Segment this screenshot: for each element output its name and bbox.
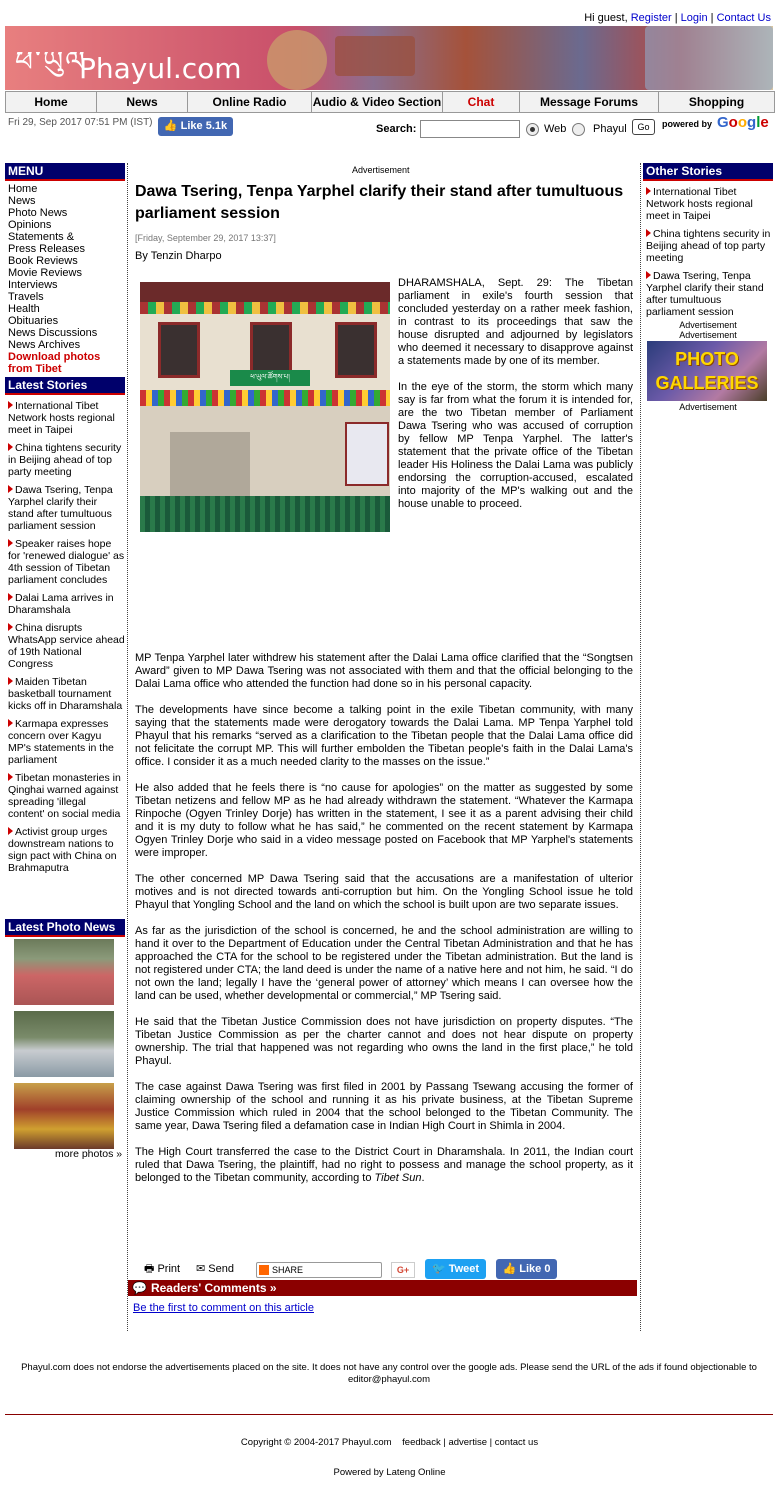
send-label: Send <box>208 1263 234 1275</box>
advertisement-label: Advertisement <box>679 330 737 340</box>
current-date: Fri 29, Sep 2017 07:51 PM (IST) <box>8 117 153 128</box>
nav-home[interactable]: Home <box>6 92 97 112</box>
menu-item-movie-reviews[interactable]: Movie Reviews <box>8 267 82 279</box>
right-divider <box>640 163 641 1331</box>
article-paragraph: The case against Dawa Tsering was first filed in 2001 by Passang Tsewang accusing the former of claiming ownership of the school and running it as his private business, at the Tibetan Supreme Justice Commission which ruled in 2004 that the school belonged to the Tibetan Community. The same year, Dawa Tsering filed a defamation case in Indian High Court in Shimla in 2004. <box>135 1081 633 1132</box>
search-label: Search: <box>376 123 417 135</box>
comment-bubble-icon: 💬 <box>132 1281 147 1295</box>
powered-by-footer: Powered by Lateng Online <box>333 1467 446 1478</box>
right-sidebar <box>643 163 773 412</box>
photo-sign: ཕ་ཡུལ་ཚོགས་པ། <box>230 370 310 386</box>
last-paragraph-text: The High Court transferred the case to the District Court in Dharamshala. In 2011, the Indian court ruled that Dawa Tsering, the plaintiff, had no right to possess and manage the school property, as it belonged to the Tibetan community, according to <box>135 1146 633 1184</box>
list-item[interactable]: Maiden Tibetan basketball tournament kicks off in Dharamshala <box>5 676 125 712</box>
first-comment-link[interactable]: Be the first to comment on this article <box>133 1302 314 1314</box>
more-photos-link[interactable]: more photos » <box>55 1148 123 1160</box>
banner-portrait-image <box>267 30 327 90</box>
share-icon <box>259 1265 269 1275</box>
powered-by-label: powered by <box>662 119 713 129</box>
nav-shopping[interactable]: Shopping <box>688 95 745 109</box>
separator: | <box>710 12 714 24</box>
menu-item-travels[interactable]: Travels <box>8 291 44 303</box>
greeting: Hi guest, <box>584 12 628 24</box>
article-paragraph: The developments have since become a talking point in the exile Tibetan community, with many saying that the statements made were derogatory towards the Dalai Lama. MP Tenpa Yarphel told Phayul that his remarks “served as a clarification to the Tibetan people that the Dalai Lama office did not felicitate the corrupt MP. This will further embolden the Tibetan people's faith in the Dalai Lama's office. I consider it as a much needed clarity to the masses on the issue.” <box>135 704 633 768</box>
photo-spacer <box>135 381 398 639</box>
thumbs-up-icon: 👍 <box>163 120 181 132</box>
copyright-text: Copyright © 2004-2017 Phayul.com <box>240 1437 392 1448</box>
nav-news[interactable]: News <box>97 92 188 112</box>
ads-disclaimer: Phayul.com does not endorse the advertisements placed on the site. It does not have any control over the google ads. Please send the URL of the ads if found objectionable to editor@phayul.com <box>21 1362 757 1385</box>
article-byline: By Tenzin Dharpo <box>135 250 222 262</box>
list-item[interactable]: International Tibet Network hosts regional meet in Taipei <box>5 400 125 436</box>
menu-item-download-photos[interactable]: Download photos from Tibet <box>8 351 101 375</box>
radio-phayul-label: Phayul <box>593 123 627 135</box>
top-links <box>584 12 771 24</box>
share-label: SHARE <box>272 1265 304 1275</box>
menu-item-statements[interactable]: Statements & <box>8 231 75 243</box>
printer-icon: 🖶 <box>144 1263 155 1275</box>
article-paragraph-wrapped <box>135 381 633 639</box>
twitter-bird-icon: 🐦 <box>431 1263 446 1275</box>
menu-item-interviews[interactable]: Interviews <box>8 279 58 291</box>
logo-text: Phayul.com <box>79 52 242 85</box>
google-plus-button[interactable]: G+ <box>391 1262 415 1278</box>
comments-title: Readers' Comments » <box>150 1281 277 1295</box>
tweet-label: Tweet <box>448 1263 480 1275</box>
facebook-like-button[interactable] <box>158 117 233 136</box>
site-logo[interactable] <box>15 30 242 90</box>
feedback-link[interactable]: feedback <box>402 1437 441 1448</box>
latest-stories-header: Latest Stories <box>5 377 125 395</box>
advertisement-label: Advertisement <box>352 165 410 175</box>
menu-item-opinions[interactable]: Opinions <box>8 219 52 231</box>
article-paragraph: As far as the jurisdiction of the school is concerned, he and the school administration are willing to hand it over to the Department of Education under the Central Tibetan Administration and that he has approached the CTA for the school to be registered under the Tibetan administration. But the land is not registered under CTA; the land deed is under the name of a native here and not him, he said. “I do not own the land; legally I have the ‘general power of attorney’ which means I can oversee how the land can be used, whether developmental or commercial,” MP Tsering said. <box>135 925 633 1002</box>
list-item[interactable]: Tibetan monasteries in Qinghai warned against spreading 'illegal content' on social media <box>5 772 125 820</box>
list-item[interactable]: Dawa Tsering, Tenpa Yarphel clarify their stand after tumultuous parliament session <box>643 270 773 318</box>
menu-item-news-archives[interactable]: News Archives <box>8 339 81 351</box>
menu-item-press-releases[interactable]: Press Releases <box>8 243 86 255</box>
nav-chat[interactable]: Chat <box>443 92 520 112</box>
search-input[interactable] <box>420 120 520 138</box>
contact-us-link[interactable]: contact us <box>494 1437 539 1448</box>
photo-thumbnail-3[interactable] <box>14 1083 114 1149</box>
envelope-icon: ✉ <box>196 1263 206 1275</box>
list-item[interactable]: China disrupts WhatsApp service ahead of 19th National Congress <box>5 622 125 670</box>
menu-item-book-reviews[interactable]: Book Reviews <box>8 255 78 267</box>
print-label: Print <box>157 1263 181 1275</box>
latest-photo-news-header: Latest Photo News <box>5 919 125 937</box>
send-button[interactable] <box>196 1262 234 1275</box>
footer-copyright-line: Copyright © 2004-2017 Phayul.com feedback | advertise | contact us <box>240 1437 539 1448</box>
footer-divider <box>5 1414 773 1415</box>
radio-phayul[interactable] <box>572 123 585 136</box>
article-body <box>135 277 633 1198</box>
article-date: [Friday, September 29, 2017 13:37] <box>135 233 276 243</box>
radio-web-label: Web <box>544 123 567 135</box>
menu-item-home[interactable]: Home <box>8 183 38 195</box>
article-paragraph: He said that the Tibetan Justice Commission does not have jurisdiction on property disputes. “The Tibetan Justice Commission as per the charter cannot and does not hear dispute on property ownership. The trial that happened was not regarding who owns the land in the first place,” he told Phayul. <box>135 1016 633 1067</box>
separator: | <box>674 12 678 24</box>
other-stories-list <box>643 183 773 318</box>
menu-item-news[interactable]: News <box>8 195 36 207</box>
like-count-label: Like 0 <box>519 1263 551 1275</box>
gallery-line-1: PHOTO <box>675 349 739 369</box>
banner-potala-image <box>335 36 415 76</box>
nav-message-forums[interactable]: Message Forums <box>520 92 659 112</box>
menu-header: MENU <box>5 163 125 181</box>
list-item[interactable]: Dawa Tsering, Tenpa Yarphel clarify their stand after tumultuous parliament session <box>5 484 125 532</box>
banner-crowd-image <box>645 26 773 90</box>
source-name: Tibet Sun <box>374 1172 422 1184</box>
other-stories-header: Other Stories <box>643 163 773 181</box>
list-item[interactable]: China tightens security in Beijing ahead of top party meeting <box>5 442 125 478</box>
list-item[interactable]: China tightens security in Beijing ahead of top party meeting <box>643 228 773 264</box>
thumbs-up-icon: 👍 <box>502 1263 517 1275</box>
advertisement-label: Advertisement <box>679 402 737 412</box>
go-button[interactable]: Go <box>632 119 655 135</box>
photo-thumbnail-2[interactable] <box>14 1011 114 1077</box>
menu-item-news-discussions[interactable]: News Discussions <box>8 327 98 339</box>
main-nav <box>5 91 775 113</box>
article-paragraph-last <box>135 1146 633 1185</box>
readers-comments-header[interactable] <box>128 1280 637 1296</box>
radio-web[interactable] <box>526 123 539 136</box>
gallery-line-2: GALLERIES <box>655 373 759 393</box>
article-paragraph: MP Tenpa Yarphel later withdrew his statement after the Dalai Lama office clarified that the “Songtsen Award” given to MP Dawa Tsering was not associated with them and that the official belonging to the Dalai Lama office who attended the function had done so in his personal capacity. <box>135 652 633 690</box>
menu-item-health[interactable]: Health <box>8 303 40 315</box>
photo-thumbnail-1[interactable] <box>14 939 114 1005</box>
article-paragraph: He also added that he feels there is “no cause for apologies” on the matter as suggested by some Tibetan netizens and fellow MP as he had already withdrawn the statement. “Whatever the Karmapa Rinpoche (Ogyen Trinley Dorje) has written in the statement, I see it as a parent advising their child and it is my duty to follow what he has said,” he commented on the recent statement by Karmapa Ogyen Trinley Dorje who said in a video message posted on Facebook that MP Yarphel's statements were improper. <box>135 782 633 859</box>
google-logo: Google <box>717 114 769 131</box>
menu-item-photo-news[interactable]: Photo News <box>8 207 68 219</box>
tweet-button[interactable] <box>425 1259 486 1279</box>
article-paragraph: In the eye of the storm, the storm which many say is far from what the forum it is intended for, are the two Tibetan member of Parliament Dawa Tsering who was accused of corruption by fellow MP Tenpa Yarphel. The latter's statement that the private office of the Tibetan leader His Holiness the Dalai Lama was publicly endorsing the corruption-accused, escalated into majority of the MP's walking out and the house unable to proceed. <box>398 381 633 510</box>
list-item[interactable]: Karmapa expresses concern over Kagyu MP's statements in the parliament <box>5 718 125 766</box>
list-item[interactable]: International Tibet Network hosts regional meet in Taipei <box>643 186 773 222</box>
login-link[interactable]: Login <box>680 12 708 24</box>
site-banner[interactable] <box>5 26 773 90</box>
list-item[interactable]: Dalai Lama arrives in Dharamshala <box>5 592 125 616</box>
menu-item-obituaries[interactable]: Obituaries <box>8 315 59 327</box>
menu-list <box>5 183 125 375</box>
article-paragraph: The other concerned MP Dawa Tsering said that the accusations are a manifestation of ulterior motives and is not directed towards anti-corruption but him. On the Yongling School issue he told Phayul that Yongling School and the land on which the school is built upon are two separate issues. <box>135 873 633 911</box>
latest-stories-list <box>5 397 125 874</box>
addthis-share-button[interactable] <box>256 1262 382 1278</box>
nav-online-radio[interactable]: Online Radio <box>188 92 312 112</box>
nav-audio-video[interactable]: Audio & Video Section <box>312 92 443 112</box>
advertisement-label: Advertisement <box>679 320 737 330</box>
left-divider <box>127 163 128 1331</box>
left-sidebar <box>5 163 125 880</box>
article-title: Dawa Tsering, Tenpa Yarphel clarify their stand after tumultuous parliament session <box>135 183 624 222</box>
register-link[interactable]: Register <box>630 12 672 24</box>
logo-tibetan-text: ཕ་ཡུལ <box>15 45 87 78</box>
print-button[interactable] <box>144 1260 180 1279</box>
like-label: Like 5.1k <box>180 120 228 132</box>
facebook-like-article-button[interactable] <box>496 1259 557 1279</box>
list-item[interactable]: Activist group urges downstream nations to sign pact with China on Brahmaputra <box>5 826 125 874</box>
article-paragraph: DHARAMSHALA, Sept. 29: The Tibetan parliament in exile's fourth session that concluded yesterday on a rather meek fashion, in contrast to its proceedings that saw the house disrupted and adjourned by legislators who deemed it necessary to disapprove against a statements made by one of its member. <box>398 277 633 367</box>
last-paragraph-end: . <box>421 1172 425 1184</box>
photo-galleries-banner[interactable] <box>647 341 767 401</box>
advertise-link[interactable]: advertise <box>448 1437 488 1448</box>
contact-link[interactable]: Contact Us <box>716 12 771 24</box>
list-item[interactable]: Speaker raises hope for 'renewed dialogue' as 4th session of Tibetan parliament concludes <box>5 538 125 586</box>
